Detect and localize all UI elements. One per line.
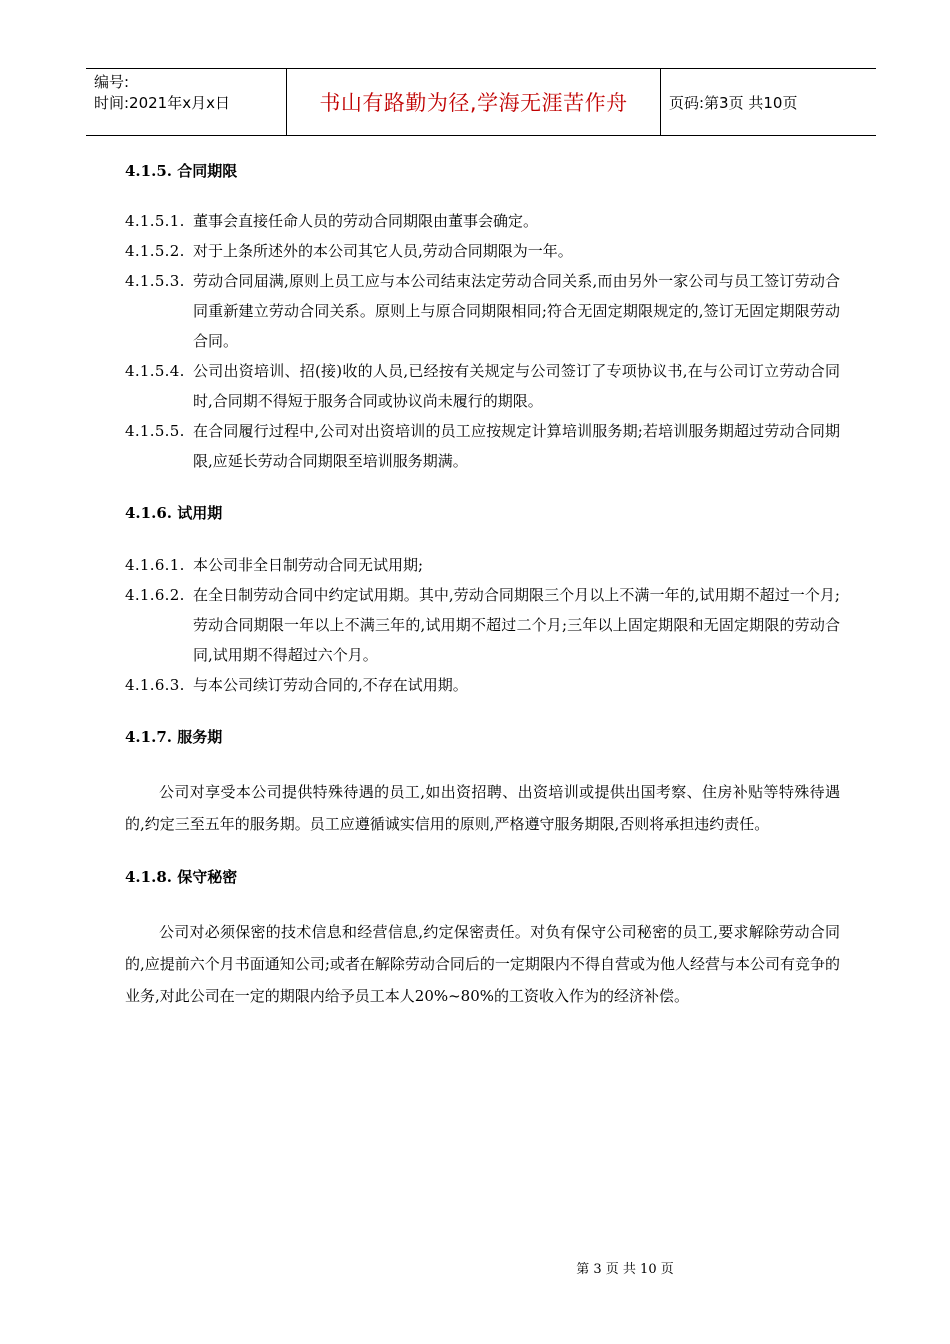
section-4-1-8 [125, 862, 840, 1012]
clause-item [125, 416, 840, 476]
clause-item [125, 356, 840, 416]
clause-number: 4.1.6.1. [125, 556, 185, 574]
clause-text: 在合同履行过程中,公司对出资培训的员工应按规定计算培训服务期;若培训服务期超过劳动合同期限,应延长劳动合同期限至培训服务期满。 [193, 422, 840, 470]
clause-item [125, 550, 840, 580]
section-title: 4.1.7. 服务期 [125, 728, 223, 746]
section-4-1-7 [125, 722, 840, 840]
header-page-number: 页码:第3页 共10页 [669, 93, 798, 112]
section-paragraph: 公司对享受本公司提供特殊待遇的员工,如出资招聘、出资培训或提供出国考察、住房补贴等特殊待遇的,约定三至五年的服务期。员工应遵循诚实信用的原则,严格遵守服务期限,否则将承担违约责任。 [125, 783, 840, 833]
footer-page-number: 第 3 页 共 10 页 [576, 1262, 674, 1277]
section-paragraph: 公司对必须保密的技术信息和经营信息,约定保密责任。对负有保守公司秘密的员工,要求解除劳动合同的,应提前六个月书面通知公司;或者在解除劳动合同后的一定期限内不得自营或为他人经营与本公司有竞争的业务,对此公司在一定的期限内给予员工本人20%~80%的工资收入作为的经济补偿。 [125, 923, 840, 1005]
document-number-label: 编号: [94, 73, 130, 91]
page-footer [0, 1258, 950, 1277]
clause-item [125, 206, 840, 236]
clause-text: 本公司非全日制劳动合同无试用期; [193, 556, 424, 574]
document-body [125, 156, 840, 1012]
clause-item [125, 236, 840, 266]
clause-number: 4.1.6.2. [125, 586, 185, 604]
clause-number: 4.1.5.3. [125, 272, 185, 290]
document-time-label: 时间:2021年x月x日 [94, 94, 230, 112]
clause-text: 在全日制劳动合同中约定试用期。其中,劳动合同期限三个月以上不满一年的,试用期不超过一个月;劳动合同期限一年以上不满三年的,试用期不超过二个月;三年以上固定期限和无固定期限的劳动合同,试用期不得超过六个月。 [193, 586, 840, 664]
clause-text: 董事会直接任命人员的劳动合同期限由董事会确定。 [193, 212, 539, 230]
section-title: 4.1.5. 合同期限 [125, 162, 238, 180]
clause-text: 对于上条所述外的本公司其它人员,劳动合同期限为一年。 [193, 242, 573, 260]
clause-item [125, 670, 840, 700]
clause-number: 4.1.5.1. [125, 212, 185, 230]
header-slogan: 书山有路勤为径,学海无涯苦作舟 [287, 69, 661, 135]
clause-number: 4.1.5.5. [125, 422, 185, 440]
section-title: 4.1.6. 试用期 [125, 504, 223, 522]
clause-number: 4.1.5.2. [125, 242, 185, 260]
clause-text: 与本公司续订劳动合同的,不存在试用期。 [193, 676, 468, 694]
clause-number: 4.1.5.4. [125, 362, 185, 380]
section-4-1-5 [125, 156, 840, 476]
clause-text: 公司出资培训、招(接)收的人员,已经按有关规定与公司签订了专项协议书,在与公司订立劳动合同时,合同期不得短于服务合同或协议尚未履行的期限。 [193, 362, 840, 410]
clause-item [125, 266, 840, 356]
header-meta-cell [86, 69, 287, 135]
clause-text: 劳动合同届满,原则上员工应与本公司结束法定劳动合同关系,而由另外一家公司与员工签订劳动合同重新建立劳动合同关系。原则上与原合同期限相同;符合无固定期限规定的,签订无固定期限劳动合同。 [193, 272, 840, 350]
section-4-1-6 [125, 498, 840, 700]
clause-item [125, 580, 840, 670]
section-title: 4.1.8. 保守秘密 [125, 868, 238, 886]
document-header [86, 68, 876, 136]
clause-number: 4.1.6.3. [125, 676, 185, 694]
